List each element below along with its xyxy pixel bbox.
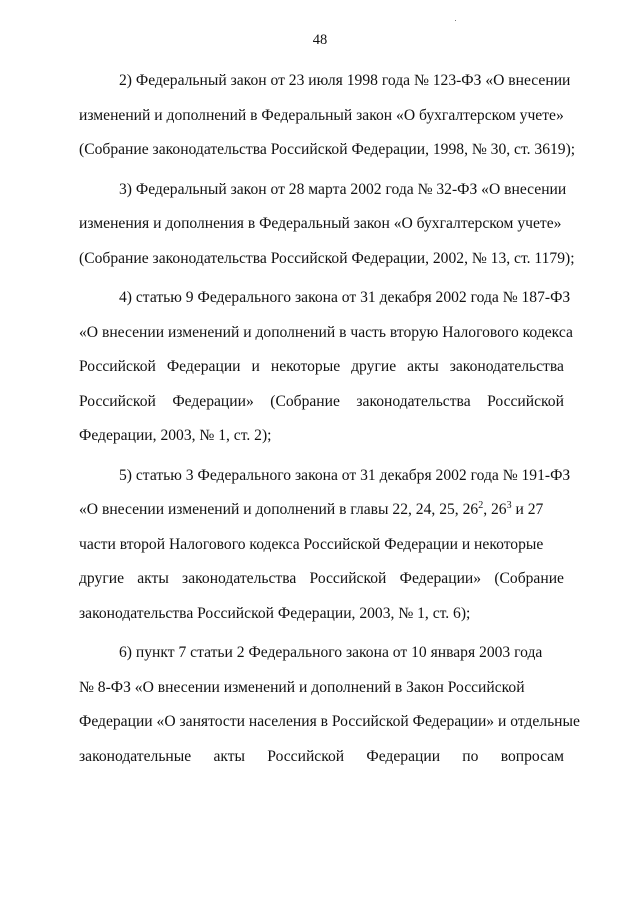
text-line: 4) статью 9 Федерального закона от 31 декабря 2002 года № 187-ФЗ [119, 289, 571, 306]
text-line: Федерации, 2003, № 1, ст. 2); [79, 427, 272, 444]
word: Федерации» [399, 570, 482, 587]
word: некоторые [270, 358, 341, 375]
word: акты [137, 570, 169, 587]
word: Федерации» [172, 392, 254, 410]
word: другие [79, 570, 124, 587]
text-line: «О внесении изменений и дополнений в часть вторую Налогового кодекса [79, 323, 573, 341]
text-line [79, 385, 564, 420]
text-line: 5) статью 3 Федерального закона от 31 декабря 2002 года № 191-ФЗ [119, 466, 571, 484]
word: законодательства [449, 358, 564, 375]
text-line: законодательства Российской Федерации, 2003, № 1, ст. 6); [79, 604, 471, 622]
text-line [79, 350, 564, 385]
text-line [79, 740, 564, 775]
list-item-2 [79, 64, 576, 168]
text-line: Федерации «О занятости населения в Российской Федерации» и отдельные [79, 713, 580, 730]
word: и [251, 358, 260, 375]
word: Федерации [366, 747, 441, 765]
word: Российской [309, 570, 387, 587]
text-fragment: «О внесении изменений и дополнений в главы 22, 24, 25, 26 [79, 501, 479, 518]
word: законодательные [79, 747, 192, 765]
text-fragment: и 27 [511, 501, 544, 518]
word: другие [351, 358, 397, 375]
word: Российской [487, 392, 564, 410]
word: (Собрание [270, 392, 340, 410]
superscript: 3 [506, 499, 512, 511]
list-item-5 [79, 459, 571, 632]
word: вопросам [500, 747, 564, 765]
text-line [79, 493, 564, 528]
text-line: (Собрание законодательства Российской Федерации, 2002, № 13, ст. 1179); [79, 249, 575, 267]
text-line: (Собрание законодательства Российской Федерации, 1998, № 30, ст. 3619); [79, 141, 576, 158]
word: акты [407, 358, 439, 375]
word: по [462, 747, 479, 765]
document-body [79, 64, 580, 779]
list-item-4 [79, 281, 573, 454]
scan-speck [455, 20, 456, 21]
list-item-3 [79, 173, 575, 277]
page-number: 48 [312, 32, 328, 48]
word: законодательства [356, 392, 471, 410]
word: законодательства [182, 570, 297, 587]
superscript: 2 [478, 499, 484, 511]
text-line: изменения и дополнения в Федеральный закон «О бухгалтерском учете» [79, 215, 562, 232]
text-line: части второй Налогового кодекса Российской Федерации и некоторые [79, 535, 544, 553]
word: Российской [79, 392, 156, 410]
list-item-6 [79, 636, 580, 774]
text-fragment: , 26 [483, 501, 507, 518]
word: (Собрание [494, 570, 564, 587]
text-line: № 8-ФЗ «О внесении изменений и дополнений в Закон Российской [79, 678, 525, 696]
text-line [79, 562, 564, 597]
word: Федерации [166, 358, 241, 375]
text-line: 6) пункт 7 статьи 2 Федерального закона от 10 января 2003 года [119, 644, 543, 661]
text-line: изменений и дополнений в Федеральный закон «О бухгалтерском учете» [79, 106, 564, 124]
word: Российской [79, 358, 156, 375]
word: Российской [267, 747, 345, 765]
text-line: 2) Федеральный закон от 23 июля 1998 года № 123-ФЗ «О внесении [119, 72, 571, 89]
text-line: 3) Федеральный закон от 28 марта 2002 года № 32-ФЗ «О внесении [119, 180, 567, 198]
word: акты [213, 747, 246, 765]
